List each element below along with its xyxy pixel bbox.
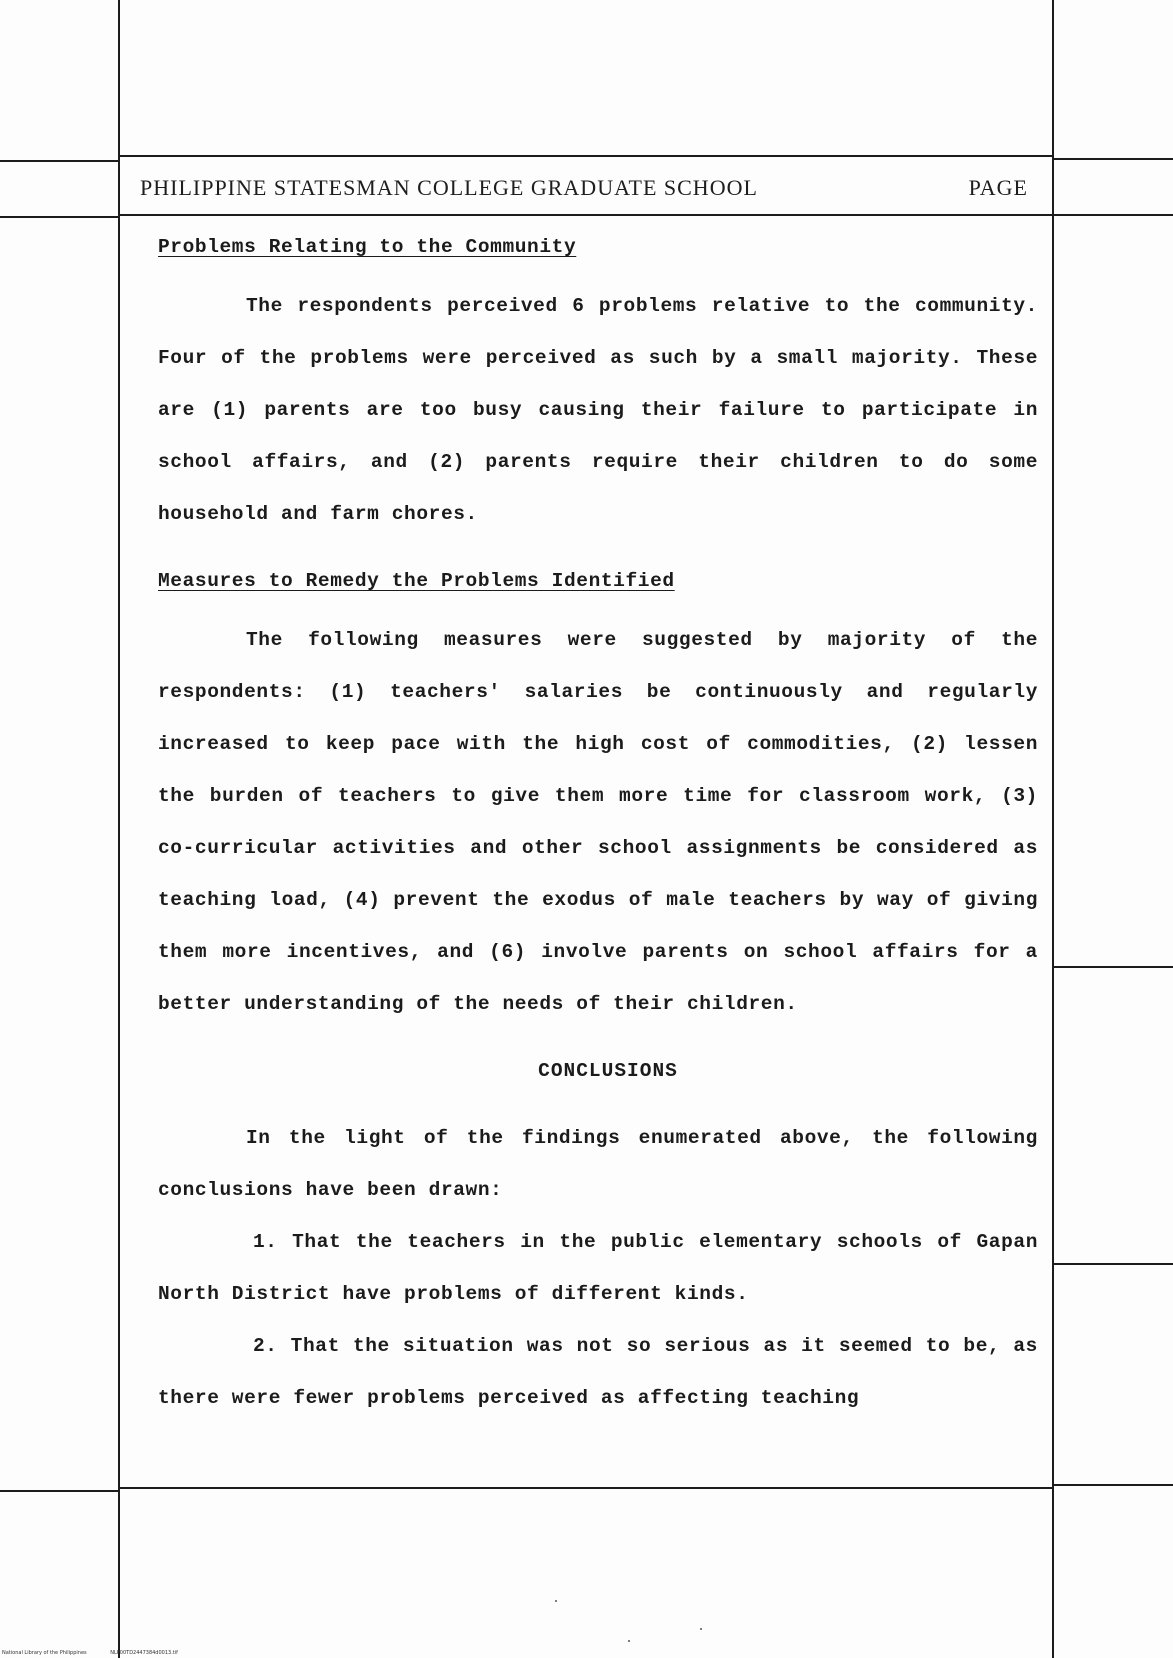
scan-footer: [2, 1650, 200, 1656]
bottom-rule: [120, 1487, 1052, 1489]
scan-speck: [628, 1640, 630, 1642]
conclusions-intro: In the light of the findings enumerated above, the following conclusions have been drawn:: [158, 1127, 1038, 1201]
file-reference: NLP00TD2447384d0013.tif: [110, 1650, 178, 1656]
right-tick-rule-2: [1054, 1263, 1173, 1265]
paragraph-community: The respondents perceived 6 problems relative to the community. Four of the problems were perceived as such by a small majority. These are (1) parents are too busy causing their failure to participate in school affairs, and (2) parents require their children to do some household and farm chores.: [158, 295, 1038, 525]
header-bottom-rule-left: [0, 216, 120, 218]
right-tick-rule-1: [1054, 966, 1173, 968]
header-top-rule: [120, 155, 1052, 157]
header-top-rule-left: [0, 160, 120, 162]
scan-speck: [700, 1628, 702, 1630]
library-credit: National Library of the Philippines: [2, 1650, 87, 1656]
page-label: PAGE: [968, 175, 1028, 200]
left-margin-rule: [118, 0, 120, 1658]
page-header: [120, 163, 1050, 213]
bottom-rule-right: [1054, 1484, 1173, 1486]
right-margin-rule: [1052, 0, 1054, 1658]
header-bottom-rule-right: [1054, 214, 1173, 216]
header-top-rule-right: [1054, 158, 1173, 160]
institution-name: PHILIPPINE STATESMAN COLLEGE GRADUATE SCHOOL: [140, 175, 758, 200]
bottom-rule-left: [0, 1490, 120, 1492]
conclusion-item-1: 1. That the teachers in the public elementary schools of Gapan North District have problems of different kinds.: [158, 1231, 1038, 1305]
header-bottom-rule: [120, 214, 1052, 216]
document-body: [158, 232, 1038, 1424]
section-heading-measures: Measures to Remedy the Problems Identified: [158, 570, 675, 592]
scan-speck: [555, 1600, 557, 1602]
conclusions-title: CONCLUSIONS: [538, 1060, 678, 1082]
conclusion-item-2: 2. That the situation was not so serious as it seemed to be, as there were fewer problems perceived as affecting teaching: [158, 1335, 1038, 1409]
paragraph-measures: The following measures were suggested by majority of the respondents: (1) teachers' salaries be continuously and regularly increased to keep pace with the high cost of commodities, (2) lessen the burden of teachers to give them more time for classroom work, (3) co-curricular activities and other school assignments be considered as teaching load, (4) prevent the exodus of male teachers by way of giving them more incentives, and (6) involve parents on school affairs for a better understanding of the needs of their children.: [158, 629, 1038, 1015]
section-heading-community: Problems Relating to the Community: [158, 236, 577, 258]
